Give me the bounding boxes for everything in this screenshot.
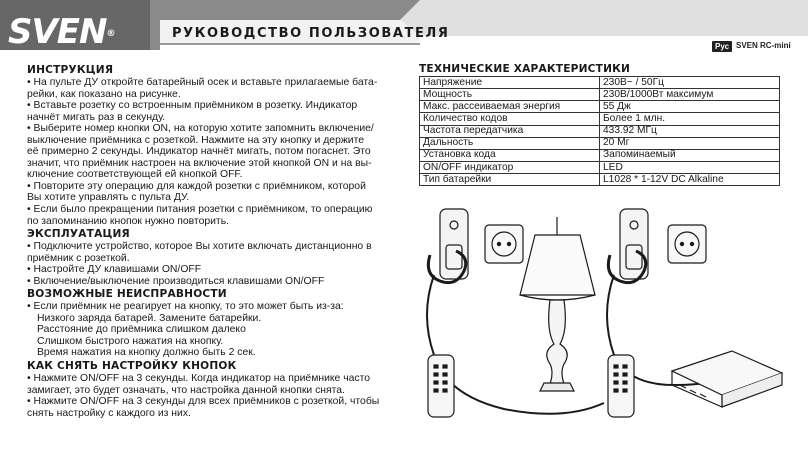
spec-key: Тип батарейки <box>420 174 600 186</box>
specs-heading: ТЕХНИЧЕСКИЕ ХАРАКТЕРИСТИКИ <box>419 63 631 75</box>
spec-key: Дальность <box>420 137 600 149</box>
text-line: снять настройку с каждого из них. <box>27 407 191 419</box>
text-line: • Настройте ДУ клавишами ON/OFF <box>27 264 202 276</box>
cause-line: Слишком быстрого нажатия на кнопку. <box>37 335 224 347</box>
spec-key: Мощность <box>420 89 600 101</box>
text-line: ключение соответствующей ей кнопкой OFF. <box>27 169 243 181</box>
spec-value: LED <box>600 161 780 173</box>
table-lamp-icon <box>520 217 595 391</box>
spec-value: L1028 * 1-12V DC Alkaline <box>600 174 780 186</box>
text-line: значит, что приёмник настроен на включение этой кнопкой ON и на вы- <box>27 157 372 169</box>
brand-logo: SVEN® <box>8 12 115 52</box>
cause-line: Низкого заряда батарей. Замените батарейки. <box>37 312 262 324</box>
model-name: SVEN RC-mini <box>736 41 791 50</box>
page-header <box>0 0 808 58</box>
spec-key: ON/OFF индикатор <box>420 161 600 173</box>
wall-socket-right-icon <box>668 225 706 263</box>
text-line: её примерно 2 секунды. Индикатор начнёт мигать, потом погаснет. Это <box>27 146 371 158</box>
spec-value: 55 Дж <box>600 101 780 113</box>
usage-illustration <box>410 195 800 440</box>
spec-value: 433.92 МГц <box>600 125 780 137</box>
text-line: • Нажмите ON/OFF на 3 секунды для всех приёмников с розеткой, чтобы <box>27 396 380 408</box>
instructions-heading: ИНСТРУКЦИЯ <box>27 64 114 76</box>
router-device-icon <box>672 351 782 407</box>
specs-table <box>419 76 780 186</box>
wall-socket-left-icon <box>485 225 523 263</box>
text-line: выключение приёмника с розеткой. Нажмите на эту кнопку и держите <box>27 134 365 146</box>
spec-key: Напряжение <box>420 77 600 89</box>
table-row <box>420 89 780 101</box>
text-line: начнёт мигать раз в секунду. <box>27 111 166 123</box>
text-line: • На пульте ДУ откройте батарейный осек и вставьте прилагаемые бата- <box>27 77 378 88</box>
text-line: рейки, как показано на рисунке. <box>27 88 181 100</box>
text-line: • Если приёмник не реагирует на кнопку, то это может быть из-за: <box>27 301 344 313</box>
operation-body <box>27 241 397 287</box>
remote-control-left-icon <box>428 355 454 417</box>
document-title: РУКОВОДСТВО ПОЛЬЗОВАТЕЛЯ <box>172 26 450 41</box>
instructions-body <box>27 77 397 227</box>
text-line: приёмник с розеткой. <box>27 252 130 264</box>
cause-line: Время нажатия на кнопку должно быть 2 сек. <box>37 347 256 359</box>
language-badge: Рус <box>712 41 732 52</box>
reset-heading: КАК СНЯТЬ НАСТРОЙКУ КНОПОК <box>27 360 237 373</box>
text-line: • Если было прекращении питания розетки с приёмником, то операцию <box>27 204 373 216</box>
text-line: • Вставьте розетку со встроенным приёмником в розетку. Индикатор <box>27 100 358 112</box>
spec-key: Установка кода <box>420 149 600 161</box>
text-line: • Нажмите ON/OFF на 3 секунды. Когда индикатор на приёмнике часто <box>27 373 371 385</box>
instructions-column <box>27 63 397 419</box>
text-line: замигает, это будет означать, что настройка данной кнопки снята. <box>27 384 345 396</box>
text-line: • Подключите устройство, которое Вы хотите включать дистанционно в <box>27 241 372 253</box>
table-row <box>420 149 780 161</box>
table-row <box>420 125 780 137</box>
text-line: • Включение/выключение производиться клавишами ON/OFF <box>27 275 325 287</box>
spec-value: 230В~ / 50Гц <box>600 77 780 89</box>
troubleshooting-body <box>27 301 397 359</box>
spec-value: Запоминаемый <box>600 149 780 161</box>
spec-key: Макс. рассеиваемая энергия <box>420 101 600 113</box>
spec-key: Частота передатчика <box>420 125 600 137</box>
text-line: по запоминанию кнопок нужно повторить. <box>27 215 229 227</box>
text-line: Вы хотите управлять с пульта ДУ. <box>27 192 190 204</box>
spec-key: Количество кодов <box>420 113 600 125</box>
table-row <box>420 174 780 186</box>
table-row <box>420 101 780 113</box>
remote-control-right-icon <box>608 355 634 417</box>
text-line: • Выберите номер кнопки ON, на которую хотите запомнить включение/ <box>27 123 374 135</box>
table-row <box>420 137 780 149</box>
spec-value: Более 1 млн. <box>600 113 780 125</box>
reset-body <box>27 373 397 419</box>
text-line: • Повторите эту операцию для каждой розетки с приёмником, которой <box>27 180 366 192</box>
table-row <box>420 113 780 125</box>
table-row <box>420 161 780 173</box>
table-row <box>420 77 780 89</box>
operation-heading: ЭКСПЛУАТАЦИЯ <box>27 228 130 241</box>
troubleshooting-heading: ВОЗМОЖНЫЕ НЕИСПРАВНОСТИ <box>27 288 227 301</box>
cause-line: Расстояние до приёмника слишком далеко <box>37 324 246 336</box>
spec-value: 230В/1000Вт максимум <box>600 89 780 101</box>
spec-value: 20 Мг <box>600 137 780 149</box>
